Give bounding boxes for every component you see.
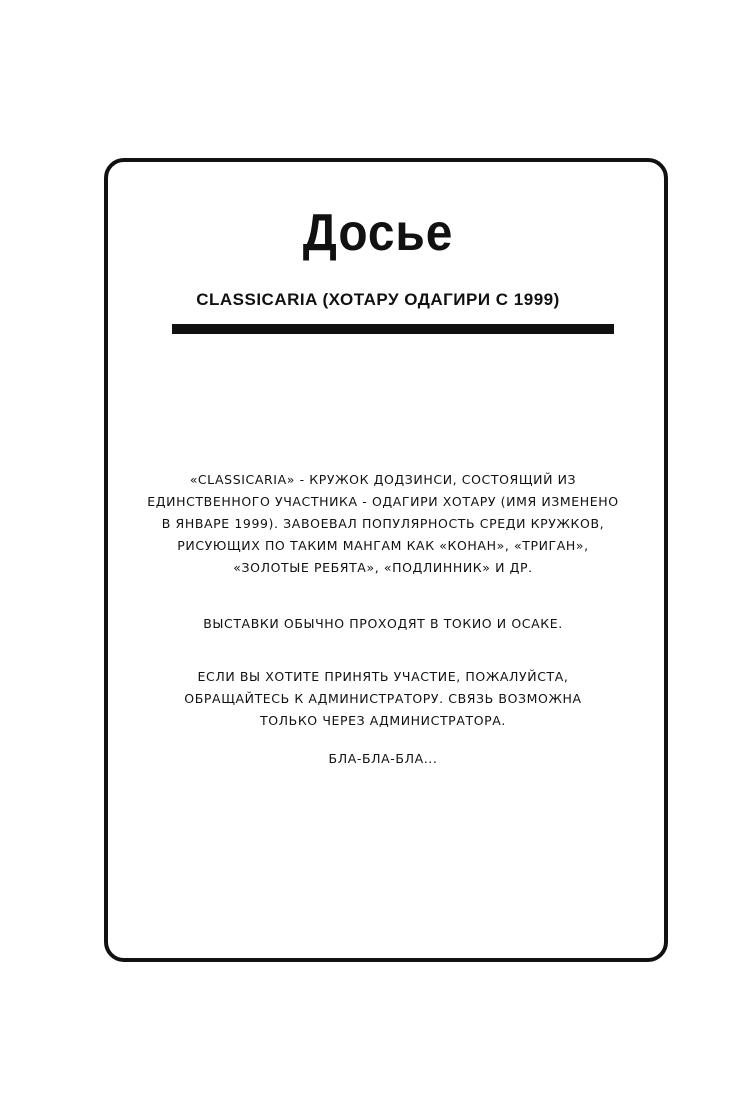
paragraph-closing	[120, 748, 646, 770]
paragraph-exhibitions	[120, 613, 646, 635]
paragraph-line: «ЗОЛОТЫЕ РЕБЯТА», «ПОДЛИННИК» И ДР.	[233, 560, 533, 575]
paragraph-line: БЛА-БЛА-БЛА...	[328, 751, 438, 766]
title-divider	[172, 324, 614, 334]
paragraph-line: ОБРАЩАЙТЕСЬ К АДМИНИСТРАТОРУ. СВЯЗЬ ВОЗМОЖНА	[184, 691, 582, 706]
paragraph-line: ВЫСТАВКИ ОБЫЧНО ПРОХОДЯТ В ТОКИО И ОСАКЕ.	[203, 616, 563, 631]
paragraph-line: ЕДИНСТВЕННОГО УЧАСТНИКА - ОДАГИРИ ХОТАРУ (ИМЯ ИЗМЕНЕНО	[147, 494, 619, 509]
paragraph-line: В ЯНВАРЕ 1999). ЗАВОЕВАЛ ПОПУЛЯРНОСТЬ СРЕДИ КРУЖКОВ,	[161, 516, 605, 531]
paragraph-contact	[120, 666, 646, 732]
page-subtitle: CLASSICARIA (ХОТАРУ ОДАГИРИ С 1999)	[196, 290, 560, 309]
page-title: Досье	[302, 204, 454, 262]
paragraph-line: ЕСЛИ ВЫ ХОТИТЕ ПРИНЯТЬ УЧАСТИЕ, ПОЖАЛУЙСТА,	[197, 669, 569, 684]
paragraph-line: ТОЛЬКО ЧЕРЕЗ АДМИНИСТРАТОРА.	[259, 713, 507, 728]
paragraph-description	[120, 469, 646, 579]
paragraph-line: «CLASSICARIA» - КРУЖОК ДОДЗИНСИ, СОСТОЯЩИЙ ИЗ	[189, 472, 577, 487]
paragraph-line: РИСУЮЩИХ ПО ТАКИМ МАНГАМ КАК «КОНАН», «ТРИГАН»,	[177, 538, 589, 553]
